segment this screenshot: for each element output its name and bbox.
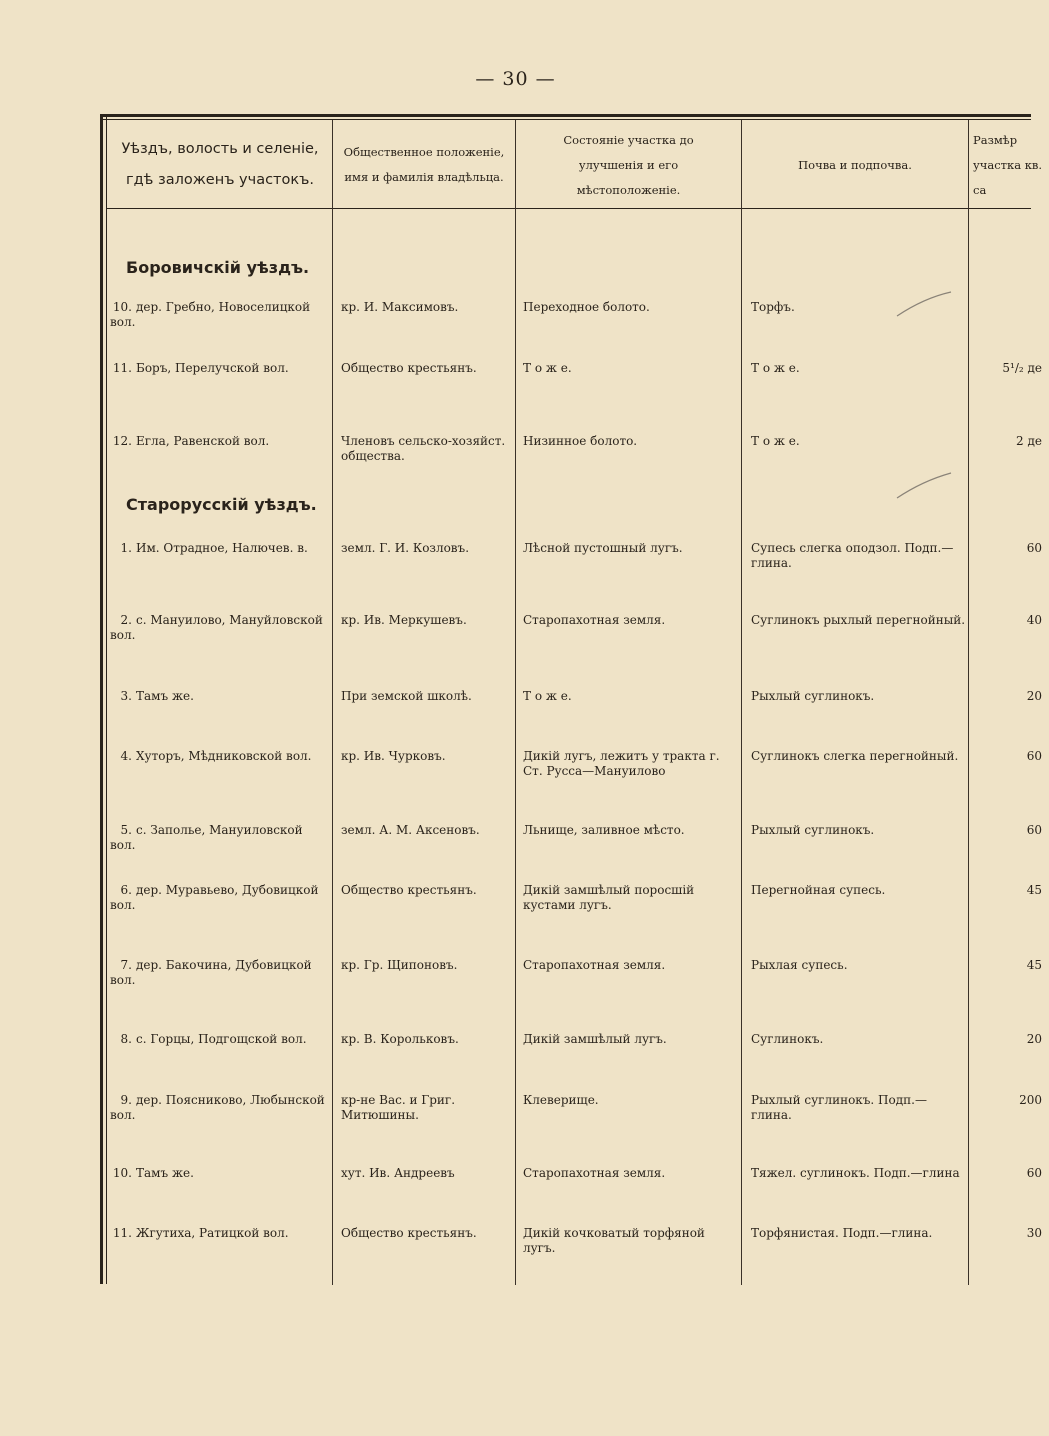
row-place: Боръ, Перелучской вол. xyxy=(136,361,289,375)
row-soil: Суглинокъ рыхлый перегнойный. xyxy=(751,613,966,627)
header-state: Состояніе участка до улучшенія и его мѣстоположеніе. xyxy=(563,132,694,197)
row-size: 60 xyxy=(1026,541,1042,555)
row-place: дер. Поясниково, Любынской вол. xyxy=(110,1093,325,1122)
row-owner: кр. И. Максимовъ. xyxy=(341,300,459,314)
row-state: Старопахотная земля. xyxy=(523,1166,666,1180)
row-number: 10. xyxy=(112,1166,132,1180)
row-number: 10. xyxy=(112,300,132,314)
row-owner: земл. А. М. Аксеновъ. xyxy=(341,823,480,837)
table-row xyxy=(0,1226,1042,1286)
row-owner: При земской школѣ. xyxy=(341,689,472,703)
row-state: Дикій замшѣлый лугъ. xyxy=(523,1032,667,1046)
table-row xyxy=(0,300,1031,360)
row-owner: Общество крестьянъ. xyxy=(341,1226,477,1240)
row-size: 45 xyxy=(1026,958,1042,972)
row-size: 60 xyxy=(1026,1166,1042,1180)
row-place: с. Заполье, Мануиловской вол. xyxy=(110,823,303,852)
section-title-staraya-russa: Старорусскій уѣздъ. xyxy=(126,495,317,514)
row-state: Клеверище. xyxy=(523,1093,599,1107)
row-soil: Т о ж е. xyxy=(751,361,800,375)
header-size: Размѣр участка кв. са xyxy=(973,132,1043,197)
row-owner: хут. Ив. Андреевъ xyxy=(341,1166,455,1180)
row-soil: Супесь слегка оподзол. Подп.—глина. xyxy=(751,541,954,570)
row-state: Дикій кочковатый торфяной лугъ. xyxy=(523,1226,705,1255)
row-size: 45 xyxy=(1026,883,1042,897)
row-size: 20 xyxy=(1026,689,1042,703)
row-owner: кр. Ив. Меркушевъ. xyxy=(341,613,467,627)
row-soil: Торфъ. xyxy=(751,300,795,314)
row-soil: Торфянистая. Подп.—глина. xyxy=(751,1226,933,1240)
row-soil: Тяжел. суглинокъ. Подп.—глина xyxy=(751,1166,960,1180)
table-row xyxy=(0,823,1042,883)
header-place: Уѣздъ, волость и селеніе, гдѣ заложенъ участокъ. xyxy=(121,141,319,188)
row-soil: Рыхлая супесь. xyxy=(751,958,848,972)
table-row xyxy=(0,434,1042,494)
row-owner: кр. В. Корольковъ. xyxy=(341,1032,459,1046)
row-place: с. Горцы, Подгощской вол. xyxy=(136,1032,307,1046)
row-state: Лѣсной пустошный лугъ. xyxy=(523,541,683,555)
row-soil: Перегнойная супесь. xyxy=(751,883,886,897)
row-place: дер. Муравьево, Дубовицкой вол. xyxy=(110,883,319,912)
row-place: Жгутиха, Ратицкой вол. xyxy=(136,1226,289,1240)
row-size: 2 де xyxy=(1016,434,1042,448)
table-row xyxy=(0,958,1042,1018)
table-row xyxy=(0,1093,1042,1153)
row-owner: Общество крестьянъ. xyxy=(341,883,477,897)
row-number: 6. xyxy=(120,883,132,897)
row-number: 2. xyxy=(120,613,132,627)
table-row xyxy=(0,883,1042,943)
row-number: 8. xyxy=(120,1032,132,1046)
row-place: дер. Гребно, Новоселицкой вол. xyxy=(110,300,311,329)
row-number: 9. xyxy=(120,1093,132,1107)
row-soil: Т о ж е. xyxy=(751,434,800,448)
row-number: 5. xyxy=(120,823,132,837)
row-owner: кр-не Вас. и Григ. Митюшины. xyxy=(341,1093,456,1122)
row-state: Низинное болото. xyxy=(523,434,638,448)
row-number: 4. xyxy=(120,749,132,763)
row-size: 20 xyxy=(1026,1032,1042,1046)
row-number: 12. xyxy=(112,434,132,448)
table-top-rule xyxy=(100,114,1031,117)
row-place: дер. Бакочина, Дубовицкой вол. xyxy=(110,958,312,987)
row-place: Им. Отрадное, Налючев. в. xyxy=(136,541,308,555)
section-title-borovichi: Боровичскій уѣздъ. xyxy=(126,258,310,277)
row-number: 3. xyxy=(120,689,132,703)
row-place: Хуторъ, Мѣдниковской вол. xyxy=(136,749,312,763)
row-state: Дикій лугъ, лежитъ у тракта г. Ст. Русса—Мануилово xyxy=(523,749,720,778)
row-size: 5¹/₂ де xyxy=(1002,361,1042,375)
row-place: Егла, Равенской вол. xyxy=(136,434,270,448)
pencil-mark xyxy=(895,470,955,502)
row-place: Тамъ же. xyxy=(136,689,194,703)
row-number: 11. xyxy=(112,1226,132,1240)
row-number: 1. xyxy=(120,541,132,555)
table-row xyxy=(0,361,1042,421)
row-state: Дикій замшѣлый поросшій кустами лугъ. xyxy=(523,883,695,912)
row-owner: Общество крестьянъ. xyxy=(341,361,477,375)
row-state: Т о ж е. xyxy=(523,689,572,703)
row-size: 60 xyxy=(1026,823,1042,837)
row-size: 40 xyxy=(1026,613,1042,627)
row-state: Т о ж е. xyxy=(523,361,572,375)
row-owner: кр. Гр. Щипоновъ. xyxy=(341,958,458,972)
table-top-rule-thin xyxy=(100,119,1031,120)
header-soil: Почва и подпочва. xyxy=(798,157,912,172)
pencil-mark xyxy=(895,290,955,320)
row-size: 60 xyxy=(1026,749,1042,763)
row-soil: Рыхлый суглинокъ. Подп.—глина. xyxy=(751,1093,927,1122)
header-owner: Общественное положеніе, имя и фамилія владѣльца. xyxy=(343,145,505,184)
row-state: Старопахотная земля. xyxy=(523,958,666,972)
row-owner: Членовъ сельско-хозяйст. общества. xyxy=(341,434,506,463)
row-state: Старопахотная земля. xyxy=(523,613,666,627)
page-number: — 30 — xyxy=(475,68,556,90)
row-soil: Рыхлый суглинокъ. xyxy=(751,689,875,703)
row-number: 11. xyxy=(112,361,132,375)
row-place: Тамъ же. xyxy=(136,1166,194,1180)
header-bottom-rule xyxy=(106,208,1031,209)
table-row xyxy=(0,613,1042,673)
row-owner: кр. Ив. Чурковъ. xyxy=(341,749,446,763)
row-soil: Рыхлый суглинокъ. xyxy=(751,823,875,837)
table-row xyxy=(0,749,1042,809)
table-row xyxy=(0,541,1042,601)
row-state: Льнище, заливное мѣсто. xyxy=(523,823,685,837)
row-size: 30 xyxy=(1026,1226,1042,1240)
row-number: 7. xyxy=(120,958,132,972)
row-size: 200 xyxy=(1019,1093,1042,1107)
row-owner: земл. Г. И. Козловъ. xyxy=(341,541,470,555)
row-state: Переходное болото. xyxy=(523,300,650,314)
row-soil: Суглинокъ слегка перегнойный. xyxy=(751,749,959,763)
table-row xyxy=(0,689,1042,749)
row-place: с. Мануилово, Мануйловской вол. xyxy=(110,613,323,642)
table-row xyxy=(0,1032,1042,1092)
table-row xyxy=(0,1166,1042,1226)
row-soil: Суглинокъ. xyxy=(751,1032,824,1046)
